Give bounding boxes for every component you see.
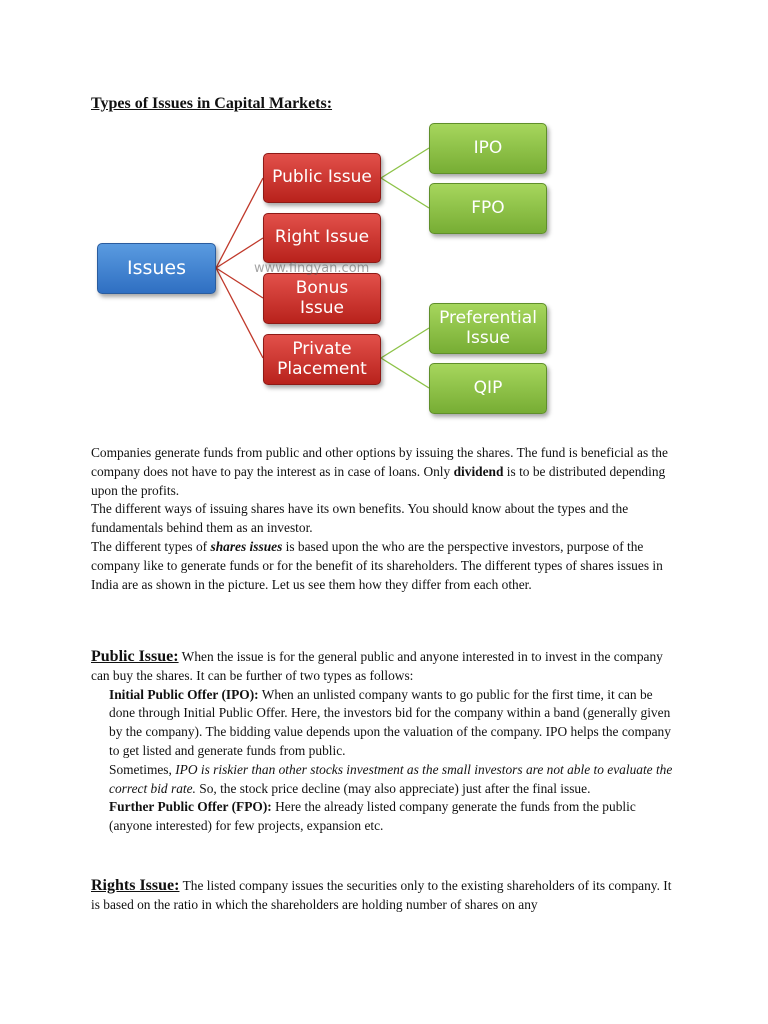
connector-private xyxy=(216,268,263,358)
fpo-paragraph xyxy=(109,798,681,836)
node-bonus-issue-label-1: Bonus xyxy=(295,277,349,298)
intro-p3-text-b: is based upon the who are the perspective investors, purpose of the company like to generate funds or for the benefit of its shareholders. The different types of shares issues in India are as shown in the picture. Let us see them how they differ from each other. xyxy=(91,538,663,592)
public-issue-subtypes xyxy=(91,686,681,836)
intro-paragraph-3 xyxy=(91,538,681,594)
connector-public xyxy=(216,178,263,268)
fpo-label: Further Public Offer (FPO): xyxy=(109,799,272,815)
intro-p1-text-a: Companies generate funds from public and other options by issuing the shares. The fund is beneficial as the company does not have to pay the interest as in case of loans. Only xyxy=(91,445,668,479)
intro-paragraph-2: The different ways of issuing shares have its own benefits. You should know about the types and the fundamentals behind them as an investor. xyxy=(91,501,629,536)
page-title: Types of Issues in Capital Markets: xyxy=(91,95,333,112)
node-issues-label: Issues xyxy=(126,256,187,279)
ipo-note-italic: IPO is riskier than other stocks investment as the small investors are not able to evaluate the correct bid rate. xyxy=(109,761,673,796)
intro-section xyxy=(91,444,681,594)
node-private-placement-label-2: Placement xyxy=(277,358,367,379)
ipo-note-text-b: So, the stock price decline (may also appreciate) just after the final issue. xyxy=(195,780,591,796)
node-private-placement xyxy=(263,334,381,385)
node-right-issue-label: Right Issue xyxy=(274,227,370,248)
ipo-paragraph xyxy=(109,686,681,761)
ipo-note-paragraph xyxy=(109,761,681,799)
ipo-label: Initial Public Offer (IPO): xyxy=(109,686,259,702)
rights-issue-section xyxy=(91,877,681,915)
ipo-text: When an unlisted company wants to go public for the first time, it can be done through Initial Public Offer. Here, the investors bid for the company within a band (generally given by the company). The bidding value depends upon the valuation of the company. IPO helps the company to get listed and generate funds from public. xyxy=(109,686,671,758)
connector-fpo xyxy=(381,178,429,208)
node-ipo xyxy=(429,123,547,174)
node-qip xyxy=(429,363,547,414)
connector-qip xyxy=(381,358,429,388)
node-preferential-issue xyxy=(429,303,547,354)
public-issue-heading: Public Issue: xyxy=(91,648,179,665)
watermark: www.fingyan.com xyxy=(254,261,370,276)
ipo-note-text-a: Sometimes, xyxy=(109,761,176,777)
connector-preferential xyxy=(381,328,429,358)
node-right-issue xyxy=(263,213,381,263)
rights-issue-paragraph xyxy=(91,877,681,915)
intro-p1-text-b: is to be distributed depending upon the profits. xyxy=(91,463,666,498)
node-public-issue-label: Public Issue xyxy=(272,167,372,188)
intro-p1-bold: dividend xyxy=(453,463,504,479)
node-preferential-issue-label-2: Issue xyxy=(466,327,510,348)
node-public-issue xyxy=(263,153,381,203)
public-issue-section xyxy=(91,648,681,836)
node-fpo xyxy=(429,183,547,234)
node-issues xyxy=(97,243,216,294)
connector-ipo xyxy=(381,148,429,178)
fpo-text: Here the already listed company generate the funds from the public (anyone interested) for few projects, expansion etc. xyxy=(109,799,636,834)
public-issue-paragraph xyxy=(91,648,681,686)
diagram-connectors xyxy=(0,0,768,440)
node-qip-label: QIP xyxy=(473,377,503,398)
node-private-placement-label-1: Private xyxy=(292,338,352,359)
issues-diagram xyxy=(0,0,768,440)
node-fpo-label: FPO xyxy=(471,197,505,218)
intro-paragraph-1 xyxy=(91,444,681,500)
node-bonus-issue-label-2: Issue xyxy=(300,297,344,318)
public-issue-text: When the issue is for the general public and anyone interested in to invest in the company can buy the shares. It can be further of two types as follows: xyxy=(91,649,663,683)
node-preferential-issue-label-1: Preferential xyxy=(439,307,537,328)
intro-p3-text-a: The different types of xyxy=(91,538,211,554)
rights-issue-text: The listed company issues the securities only to the existing shareholders of its company. It is based on the ratio in which the shareholders are holding number of shares on any xyxy=(91,878,672,912)
rights-issue-heading: Rights Issue: xyxy=(91,877,180,894)
node-bonus-issue xyxy=(263,273,381,324)
node-ipo-label: IPO xyxy=(473,137,503,158)
intro-p3-bold-italic: shares issues xyxy=(210,538,283,554)
